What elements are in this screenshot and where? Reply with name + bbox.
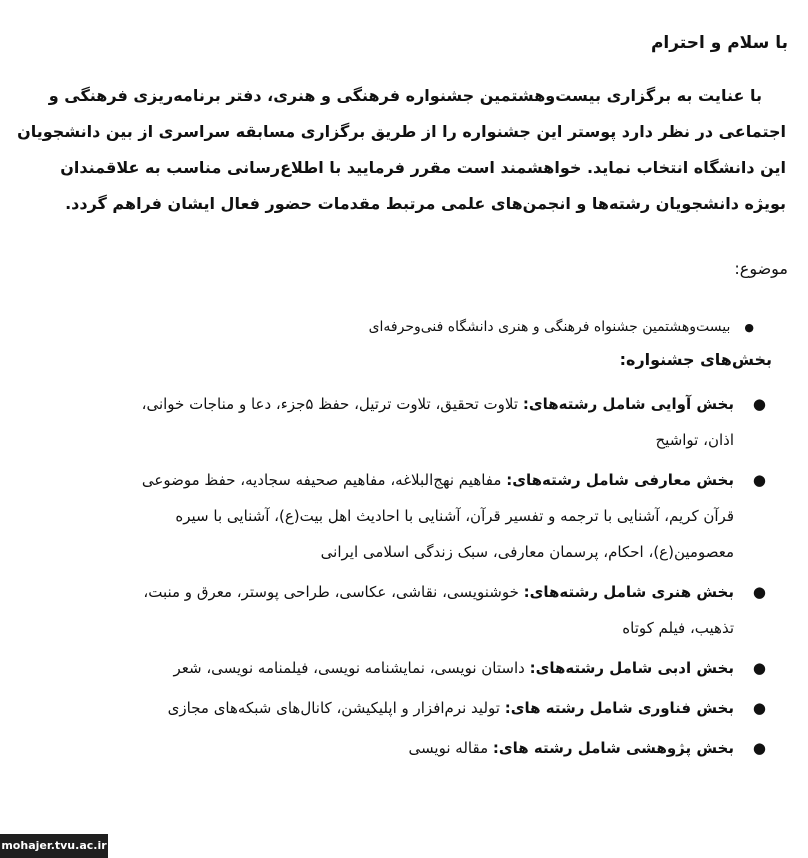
intro-line: اجتماعی در نظر دارد پوستر این جشنواره را از طریق برگزاری مسابقه سراسری از بین دانشجویان	[17, 122, 786, 141]
section-text: تذهیب، فیلم کوتاه	[622, 619, 734, 637]
section-item-honari	[78, 574, 768, 646]
sections-list	[78, 386, 768, 770]
bullet-icon: ●	[752, 583, 766, 601]
section-text: اذان، تواشیح	[655, 431, 734, 449]
bullet-icon: ●	[752, 739, 766, 757]
section-text: داستان نویسی، نمایشنامه نویسی، فیلمنامه نویسی، شعر	[173, 659, 525, 677]
section-text: مقاله نویسی	[408, 739, 489, 757]
subject-list	[369, 314, 754, 341]
sections-heading: بخش‌های جشنواره:	[619, 350, 772, 369]
intro-line: بویژه دانشجویان رشته‌ها و انجمن‌های علمی مرتبط مقدمات حضور فعال ایشان فراهم گردد.	[65, 194, 786, 213]
bullet-icon: ●	[752, 395, 766, 413]
bullet-icon: ●	[752, 699, 766, 717]
watermark-badge: mohajer.tvu.ac.ir	[0, 834, 108, 858]
section-text: خوشنویسی، نقاشی، عکاسی، طراحی پوستر، معرق و منبت،	[143, 583, 519, 601]
section-item-fanavari	[78, 690, 768, 726]
section-title: بخش فناوری شامل رشته های:	[504, 699, 734, 717]
greeting: با سلام و احترام	[650, 33, 788, 53]
section-title: بخش پژوهشی شامل رشته های:	[492, 739, 734, 757]
section-item-pajooheshi	[78, 730, 768, 766]
bullet-icon: ●	[752, 659, 766, 677]
subject-heading: موضوع:	[734, 259, 788, 278]
section-item-adabi	[78, 650, 768, 686]
intro-line: با عنایت به برگزاری بیست‌وهشتمین جشنواره فرهنگی و هنری، دفتر برنامه‌ریزی فرهنگی و	[48, 86, 762, 105]
section-text: تلاوت تحقیق، تلاوت ترتیل، حفظ ۵جزء، دعا و مناجات خوانی،	[141, 395, 519, 413]
bullet-icon: ●	[744, 321, 754, 334]
section-item-maarefi	[78, 462, 768, 570]
section-title: بخش ادبی شامل رشته‌های:	[529, 659, 734, 677]
section-title: بخش معارفی شامل رشته‌های:	[506, 471, 734, 489]
section-text: معصومین(ع)، احکام، پرسمان معارفی، سبک زندگی اسلامی ایرانی	[320, 543, 734, 561]
section-text: تولید نرم‌افزار و اپلیکیشن، کانال‌های شبکه‌های مجازی	[167, 699, 500, 717]
section-text: قرآن کریم، آشنایی با ترجمه و تفسیر قرآن، آشنایی با احادیث اهل بیت(ع)، آشنایی با سیره	[175, 507, 734, 525]
section-item-avaei	[78, 386, 768, 458]
intro-paragraph	[17, 78, 786, 222]
bullet-icon: ●	[752, 471, 766, 489]
intro-line: این دانشگاه انتخاب نماید. خواهشمند است مقرر فرمایید با اطلاع‌رسانی مناسب به علاقمندان	[60, 158, 786, 177]
section-title: بخش هنری شامل رشته‌های:	[523, 583, 734, 601]
section-text: مفاهیم نهج‌البلاغه، مفاهیم صحیفه سجادیه، حفظ موضوعی	[141, 471, 502, 489]
subject-item: بیست‌وهشتمین جشنواه فرهنگی و هنری دانشگاه فنی‌وحرفه‌ای	[368, 319, 731, 335]
section-title: بخش آوایی شامل رشته‌های:	[522, 395, 734, 413]
